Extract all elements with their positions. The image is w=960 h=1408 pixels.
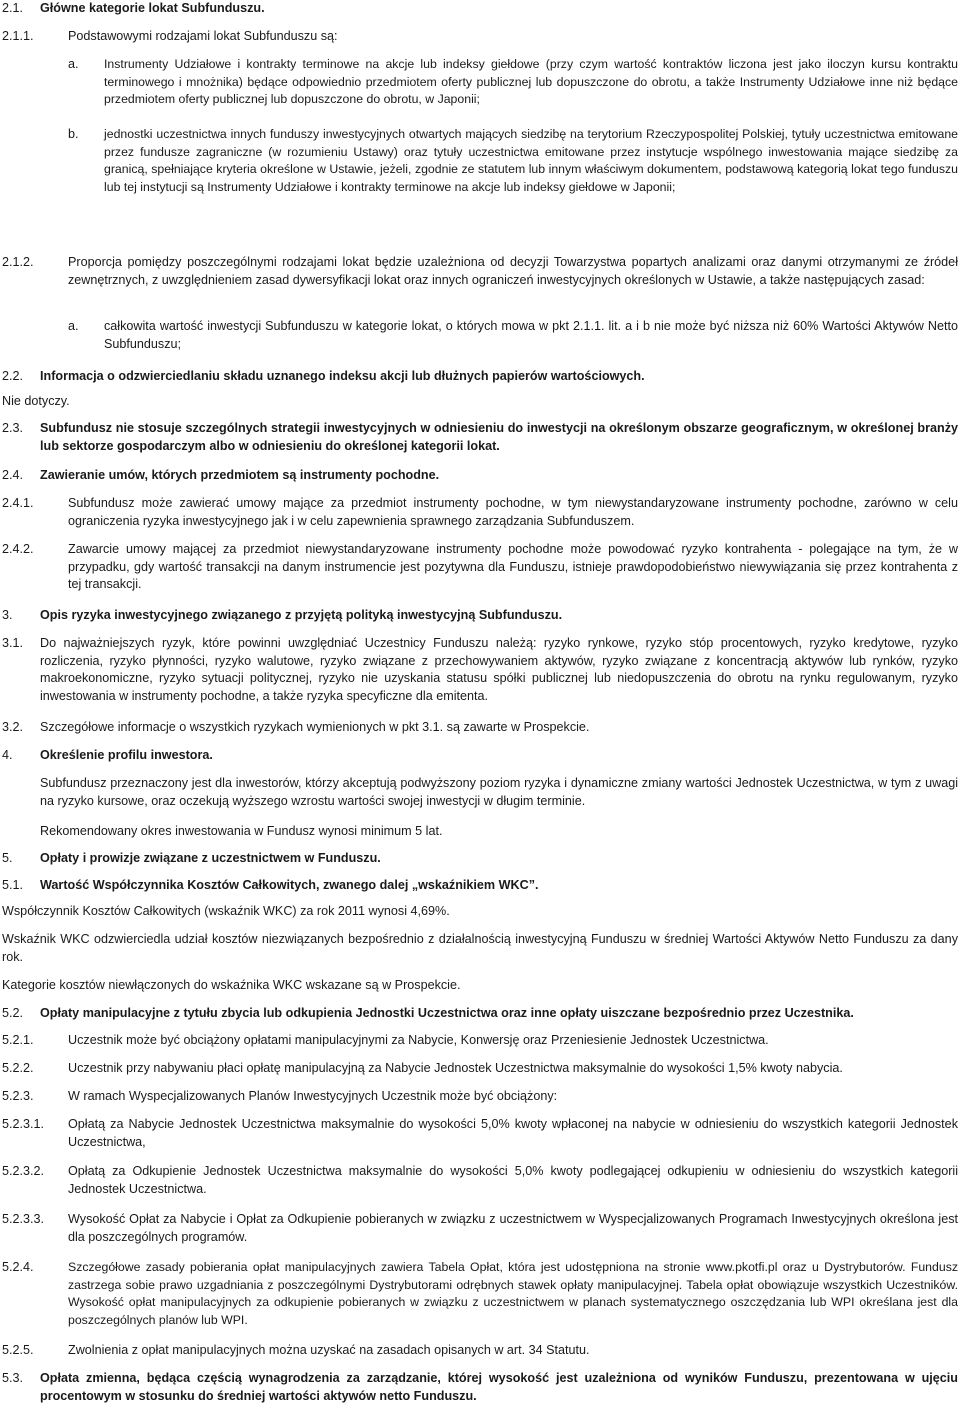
- section-number: 5.2.1.: [2, 1033, 34, 1047]
- section-text: Szczegółowe informacje o wszystkich ryzykach wymienionych w pkt 3.1. są zawarte w Prospekcie.: [40, 720, 590, 734]
- section-title: Opłata zmienna, będąca częścią wynagrodzenia za zarządzanie, której wysokość jest uzależniona od wyników Funduszu, prezentowana w ujęciu procentowym w stosunku do średniej wartości aktywów netto Funduszu.: [40, 1371, 958, 1403]
- section-text: Opłatą za Odkupienie Jednostek Uczestnictwa maksymalnie do wysokości 5,0% kwoty podlegającej odkupieniu w odniesieniu do wszystkich kategorii Jednostek Uczestnictwa.: [68, 1164, 958, 1196]
- section-number: 3.: [2, 608, 13, 622]
- section-4-text-2: Rekomendowany okres inwestowania w Fundusz wynosi minimum 5 lat.: [40, 824, 443, 838]
- section-title: Opłaty i prowizje związane z uczestnictwem w Funduszu.: [40, 851, 381, 865]
- section-text: Subfundusz może zawierać umowy mające za przedmiot instrumenty pochodne, w tym niewystandaryzowane instrumenty pochodne, zarówno w celu ograniczenia ryzyka inwestycyjnego jak i w celu zapewnienia sprawnego zarządzania Subfunduszem.: [68, 496, 958, 528]
- section-2-2-text: Nie dotyczy.: [2, 394, 70, 408]
- section-number: 2.1.: [2, 1, 24, 15]
- section-number: 5.2.4.: [2, 1260, 34, 1274]
- section-number: 2.4.: [2, 468, 24, 482]
- section-5-1-paragraph-2: Wskaźnik WKC odzwierciedla udział kosztów niezwiązanych bezpośrednio z działalnością inwestycyjną Funduszu w średniej Wartości Aktywów Netto Funduszu za dany rok.: [2, 932, 958, 964]
- list-letter: a.: [68, 319, 79, 333]
- section-text: Zawarcie umowy mającej za przedmiot niewystandaryzowane instrumenty pochodne może powodować ryzyko kontrahenta - polegające na tym, że w przypadku, gdy wartość transakcji na danym instrumencie jest pozytywna dla Funduszu, istnieje prawdopodobieństwo niewywiązania się przez kontrahenta z tej transakcji.: [68, 542, 958, 591]
- list-text: jednostki uczestnictwa innych funduszy inwestycyjnych otwartych mających siedzibę na terytorium Rzeczypospolitej Polskiej, tytuły uczestnictwa emitowane przez fundusze zagraniczne (w rozumieniu Ustawy) oraz tytuły uczestnictwa emitowane przez instytucje wspólnego inwestowania mające siedzibę za granicą, spełniające kryteria określone w Ustawie, jeżeli, zgodnie ze statutem lub innym właściwym dokumentem, podstawową kategorią lokat tego funduszu lub tej instytucji są Instrumenty Udziałowe i kontrakty terminowe na akcje lub indeksy giełdowe w Japonii;: [104, 127, 958, 194]
- section-number: 2.1.1.: [2, 29, 34, 43]
- section-number: 5.2.: [2, 1006, 24, 1020]
- section-text: Wysokość Opłat za Nabycie i Opłat za Odkupienie pobieranych w związku z uczestnictwem w Wyspecjalizowanych Programach Inwestycyjnych określona jest dla poszczególnych programów.: [68, 1212, 958, 1244]
- section-number: 2.4.1.: [2, 496, 34, 510]
- section-number: 4.: [2, 748, 13, 762]
- section-number: 5.2.3.1.: [2, 1117, 45, 1131]
- section-title: Podstawowymi rodzajami lokat Subfunduszu są:: [68, 29, 338, 43]
- section-title: Główne kategorie lokat Subfunduszu.: [40, 1, 265, 15]
- list-item-a: [68, 56, 958, 116]
- section-4-text-1: Subfundusz przeznaczony jest dla inwestorów, którzy akceptują podwyższony poziom ryzyka i dynamiczne zmiany wartości Jednostek Uczestnictwa, w tym z uwagi na ryzyko kursowe, oraz oczekują wyższego wzrostu wartości swojej inwestycji w długim terminie.: [40, 776, 958, 808]
- section-text: Uczestnik przy nabywaniu płaci opłatę manipulacyjną za Nabycie Jednostek Uczestnictwa maksymalnie do wysokości 1,5% kwoty nabycia.: [68, 1061, 843, 1075]
- list-item-b: [68, 126, 958, 248]
- section-text: Uczestnik może być obciążony opłatami manipulacyjnymi za Nabycie, Konwersję oraz Przeniesienie Jednostek Uczestnictwa.: [68, 1033, 769, 1047]
- section-text: Proporcja pomiędzy poszczególnymi rodzajami lokat będzie uzależniona od decyzji Towarzystwa popartych analizami oraz danymi otrzymanymi ze źródeł zewnętrznych, z uwzględnieniem zasad dywersyfikacji lokat oraz innych ograniczeń inwestycyjnych określonych w Ustawie, a także następujących zasad:: [68, 255, 958, 287]
- section-text: W ramach Wyspecjalizowanych Planów Inwestycyjnych Uczestnik może być obciążony:: [68, 1089, 558, 1103]
- section-number: 5.: [2, 851, 13, 865]
- section-number: 5.2.2.: [2, 1061, 34, 1075]
- list-letter: a.: [68, 57, 79, 71]
- section-number: 3.1.: [2, 636, 24, 650]
- section-5-1-paragraph-1: Współczynnik Kosztów Całkowitych (wskaźnik WKC) za rok 2011 wynosi 4,69%.: [2, 904, 450, 918]
- section-text: Opłatą za Nabycie Jednostek Uczestnictwa maksymalnie do wysokości 5,0% kwoty wpłaconej na nabycie w odniesieniu do wszystkich kategorii Jednostek Uczestnictwa,: [68, 1117, 958, 1149]
- section-title: Opłaty manipulacyjne z tytułu zbycia lub odkupienia Jednostki Uczestnictwa oraz inne opłaty uiszczane bezpośrednio przez Uczestnika.: [40, 1006, 854, 1020]
- list-text: całkowita wartość inwestycji Subfunduszu w kategorie lokat, o których mowa w pkt 2.1.1. lit. a i b nie może być niższa niż 60% Wartości Aktywów Netto Subfunduszu;: [104, 319, 958, 351]
- section-number: 2.3.: [2, 421, 24, 435]
- section-number: 2.1.2.: [2, 255, 34, 269]
- section-number: 3.2.: [2, 720, 24, 734]
- section-number: 5.2.5.: [2, 1343, 34, 1357]
- section-5-1-paragraph-3: Kategorie kosztów niewłączonych do wskaźnika WKC wskazane są w Prospekcie.: [2, 978, 461, 992]
- section-text: Do najważniejszych ryzyk, które powinni uwzględniać Uczestnicy Funduszu należą: ryzyko rynkowe, ryzyko stóp procentowych, ryzyko kredytowe, ryzyko rozliczenia, ryzyko płynności, ryzyko walutowe, ryzyko związane z przechowywaniem aktywów, ryzyko związane z koncentracją aktywów lub rynków, ryzyko makroekonomiczne, ryzyko sytuacji politycznej, ryzyko nie uzyskania statusu spółki publicznej lub niedopuszczenia do obrotu na rynku regulowanym, ryzyko inwestowania w instrumenty pochodne, a także ryzyka specyficzne dla emitenta.: [40, 636, 958, 703]
- section-title: Wartość Współczynnika Kosztów Całkowitych, zwanego dalej „wskaźnikiem WKC”.: [40, 878, 539, 892]
- section-number: 5.2.3.: [2, 1089, 34, 1103]
- section-title: Określenie profilu inwestora.: [40, 748, 213, 762]
- section-number: 5.1.: [2, 878, 24, 892]
- section-number: 5.3.: [2, 1371, 24, 1385]
- section-text: Szczegółowe zasady pobierania opłat manipulacyjnych zawiera Tabela Opłat, która jest udostępniona na stronie www.pkotfi.pl oraz u Dystrybutorów. Fundusz zastrzega sobie prawo uzgadniania z poszczególnymi Dystrybutorami odrębnych stawek opłaty manipulacyjnej. Tabela opłat obowiązuje wszystkich Uczestników. Wysokość opłat manipulacyjnych za odkupienie pobieranych w związku z uczestnictwem w planach systematycznego oszczędzania lub WPI określana jest dla poszczególnych planów lub WPI.: [68, 1260, 958, 1327]
- section-number: 5.2.3.2.: [2, 1164, 45, 1178]
- section-text: Zwolnienia z opłat manipulacyjnych można uzyskać na zasadach opisanych w art. 34 Statutu.: [68, 1343, 590, 1357]
- list-text: Instrumenty Udziałowe i kontrakty terminowe na akcje lub indeksy giełdowe (przy czym wartość kontraktów liczona jest jako iloczyn kursu kontraktu terminowego i mnożnika) będące odpowiednio przedmiotem oferty publicznej lub dopuszczone do obrotu, a także Instrumenty Udziałowe inne niż będące przedmiotem oferty publicznej lub dopuszczone do obrotu, w Japonii;: [104, 57, 958, 106]
- section-title: Opis ryzyka inwestycyjnego związanego z przyjętą polityką inwestycyjną Subfunduszu.: [40, 608, 563, 622]
- section-title: Zawieranie umów, których przedmiotem są instrumenty pochodne.: [40, 468, 440, 482]
- section-number: 5.2.3.3.: [2, 1212, 45, 1226]
- section-number: 2.4.2.: [2, 542, 34, 556]
- section-number: 2.2.: [2, 369, 24, 383]
- list-item-a-2: [68, 318, 958, 358]
- list-letter: b.: [68, 127, 79, 141]
- section-title: Subfundusz nie stosuje szczególnych strategii inwestycyjnych w odniesieniu do inwestycji na określonym obszarze geograficznym, w określonej branży lub sektorze gospodarczym albo w odniesieniu do określonej kategorii lokat.: [40, 421, 958, 453]
- section-title: Informacja o odzwierciedlaniu składu uznanego indeksu akcji lub dłużnych papierów wartościowych.: [40, 369, 645, 383]
